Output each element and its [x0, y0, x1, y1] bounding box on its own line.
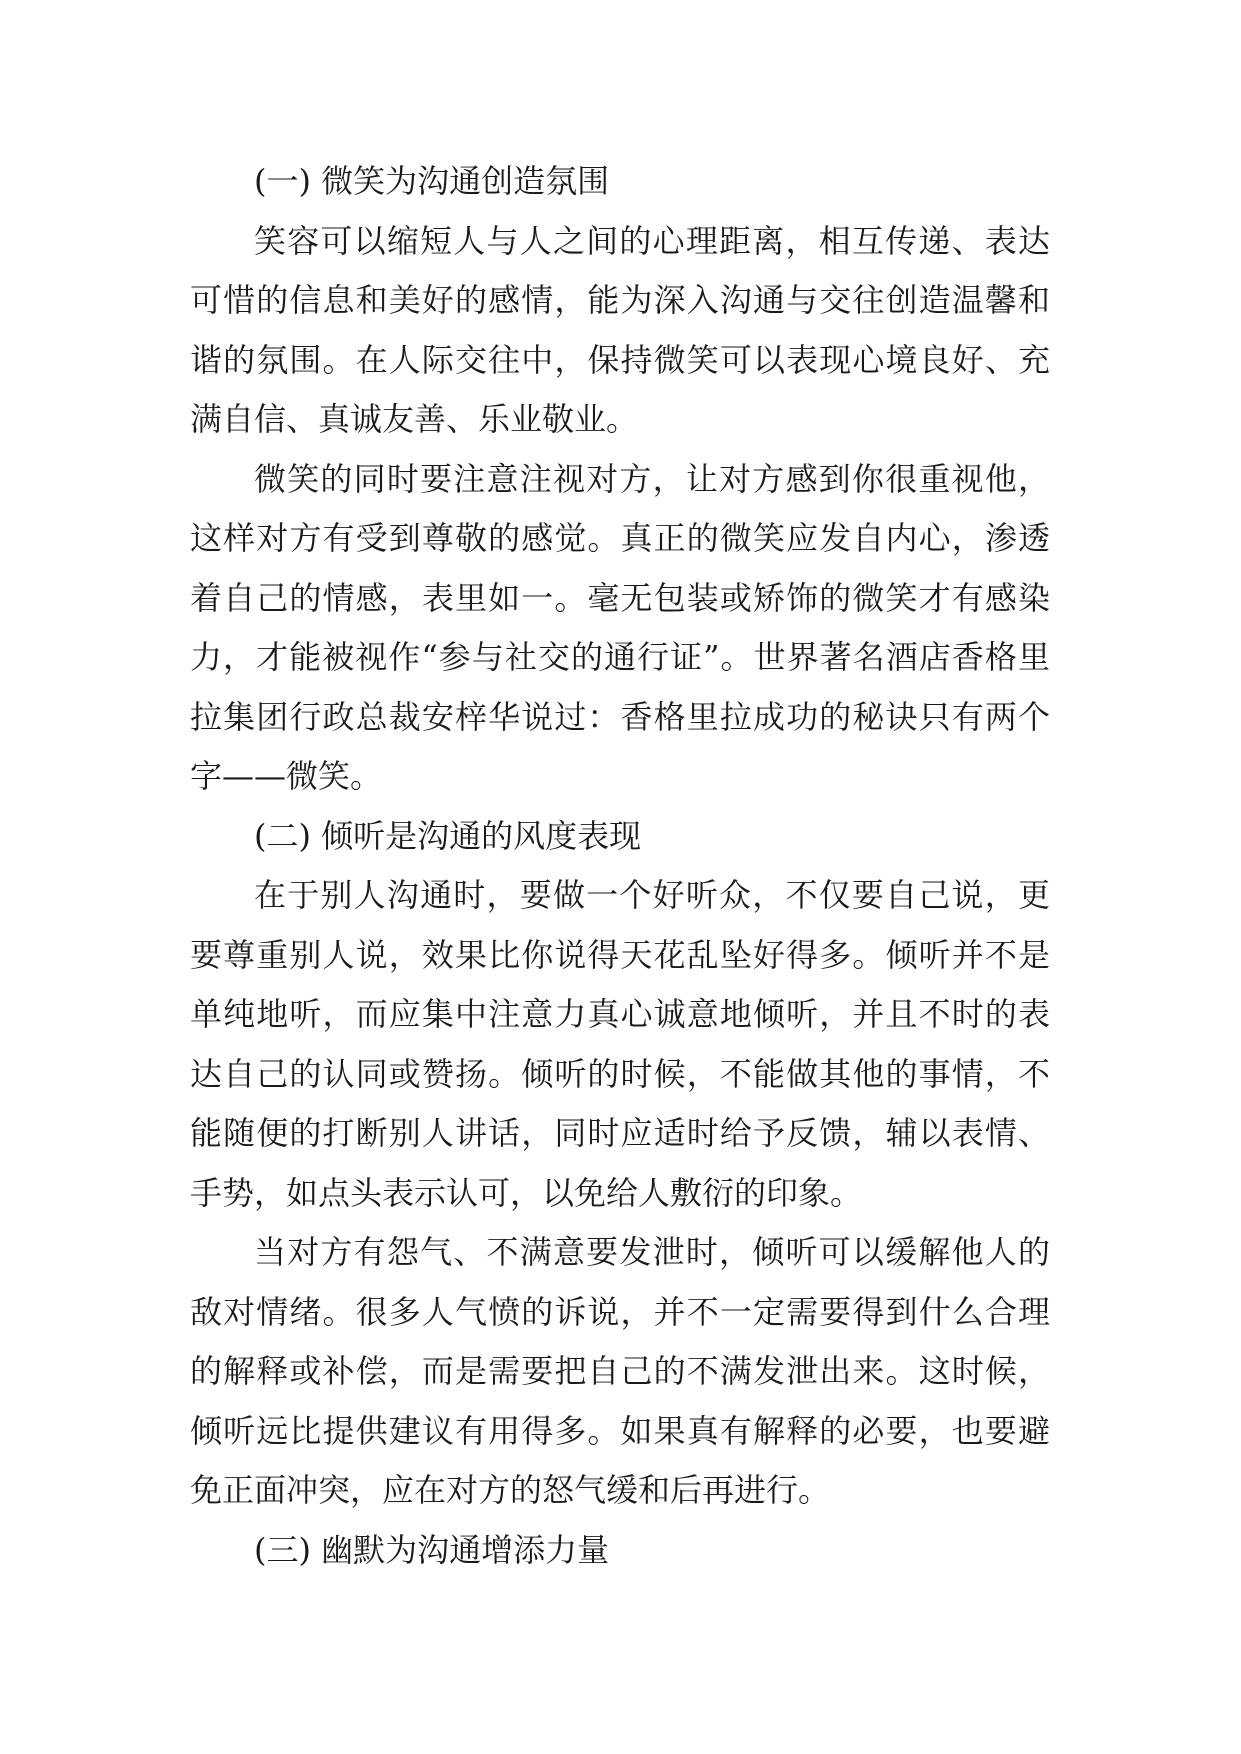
paragraph-listen-1: 在于别人沟通时，要做一个好听众，不仅要自己说，更要尊重别人说，效果比你说得天花乱坠好得多。倾听并不是单纯地听，而应集中注意力真心诚意地倾听，并且不时的表达自己的认同或赞扬。倾听的时候，不能做其他的事情，不能随便的打断别人讲话，同时应适时给予反馈，辅以表情、手势，如点头表示认可，以免给人敷衍的印象。	[190, 876, 1050, 1212]
section-heading-2: (二) 倾听是沟通的风度表现	[254, 816, 642, 855]
paragraph-smile-1: 笑容可以缩短人与人之间的心理距离，相互传递、表达可惜的信息和美好的感情，能为深入沟通与交往创造温馨和谐的氛围。在人际交往中，保持微笑可以表现心境良好、充满自信、真诚友善、乐业敬业。	[190, 221, 1050, 438]
section-heading-3: (三) 幽默为沟通增添力量	[254, 1530, 610, 1569]
paragraph-smile-2: 微笑的同时要注意注视对方，让对方感到你很重视他，这样对方有受到尊敬的感觉。真正的微笑应发自内心，渗透着自己的情感，表里如一。毫无包装或矫饰的微笑才有感染力，才能被视作“参与社交的通行证”。世界著名酒店香格里拉集团行政总裁安梓华说过：香格里拉成功的秘诀只有两个字——微笑。	[190, 459, 1050, 795]
section-heading-1: (一) 微笑为沟通创造氛围	[254, 162, 610, 200]
document-body	[190, 152, 1050, 1580]
paragraph-listen-2: 当对方有怨气、不满意要发泄时，倾听可以缓解他人的敌对情绪。很多人气愤的诉说，并不一定需要得到什么合理的解释或补偿，而是需要把自己的不满发泄出来。这时候，倾听远比提供建议有用得多。如果真有解释的必要，也要避免正面冲突，应在对方的怒气缓和后再进行。	[190, 1233, 1050, 1509]
